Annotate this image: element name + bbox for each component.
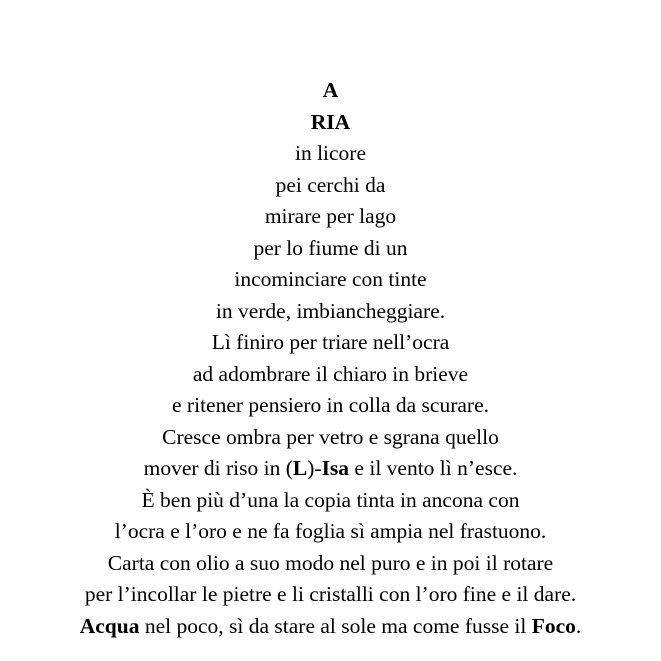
poem-line-15: l’ocra e l’oro e ne fa foglia sì ampia nel frastuono. (114, 519, 547, 543)
line13-bold-l: L (292, 456, 308, 480)
poem-line-17: per l’incollar le pietre e li cristalli con l’oro fine e il dare. (84, 582, 577, 606)
line13-pre: mover di riso in ( (143, 456, 293, 480)
poem-line-11: e ritener pensiero in colla da scurare. (172, 393, 489, 417)
line18-mid: nel poco, sì da stare al sole ma come fusse il (139, 613, 532, 638)
poem-line-6: per lo fiume di un (253, 235, 408, 260)
poem-line-3: in licore (294, 141, 367, 165)
poem-line-1: A (322, 78, 339, 102)
line13-post: e il vento lì n’esce. (349, 456, 518, 480)
poem-line-16: Carta con olio a suo modo nel puro e in poi il rotare (107, 550, 554, 575)
poem-line-10: ad adombrare il chiaro in brieve (192, 361, 469, 386)
poem-line-2: RIA (310, 109, 351, 134)
poem-line-7: incominciare con tinte (234, 267, 427, 291)
poem-line-4: pei cerchi da (275, 172, 386, 197)
line13-bold-isa: Isa (321, 456, 350, 480)
poem (0, 75, 661, 642)
poem-line-14: È ben più d’una la copia tinta in ancona con (141, 487, 520, 512)
line18-bold-acqua: Acqua (79, 613, 140, 638)
poem-line-18 (0, 611, 661, 643)
poem-line-9: Lì finiro per triare nell’ocra (211, 330, 450, 354)
line18-bold-foco: Foco (531, 613, 576, 638)
poem-line-8: in verde, imbiancheggiare. (215, 298, 446, 323)
poem-line-12: Cresce ombra per vetro e sgrana quello (162, 424, 499, 449)
poem-line-5: mirare per lago (264, 204, 397, 228)
line13-mid: )- (307, 456, 322, 480)
line18-post: . (575, 613, 582, 638)
poem-line-13 (0, 453, 661, 485)
